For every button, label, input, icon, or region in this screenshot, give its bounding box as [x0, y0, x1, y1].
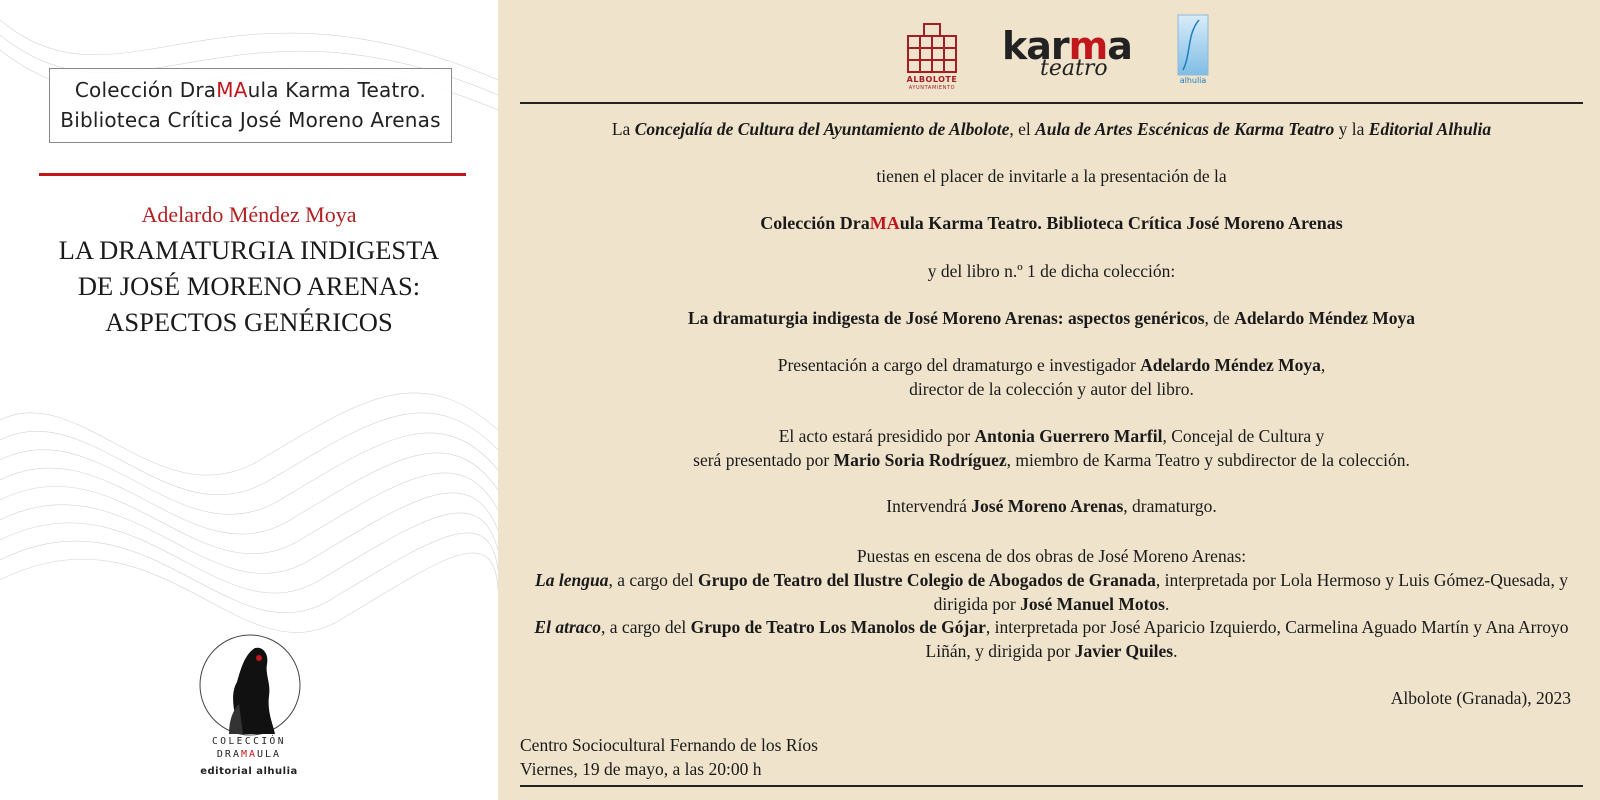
plays-heading: Puestas en escena de dos obras de José Moreno Arenas:	[856, 546, 1247, 566]
dramaula-logo-icon	[199, 634, 301, 736]
dramaula-logo-text	[0, 735, 498, 780]
cover-divider	[39, 173, 466, 176]
albolote-name: ALBOLOTE	[906, 75, 958, 84]
alhulia-name: alhulia	[1179, 76, 1207, 85]
organizers-line: La Concejalía de Cultura del Ayuntamiento de Albolote, el Aula de Artes Escénicas de Karma Teatro y la Editorial Alhulia	[611, 119, 1492, 139]
karma-word: karma	[1002, 24, 1132, 68]
venue-name: Centro Sociocultural Fernando de los Ríos	[520, 735, 818, 755]
book-cover	[0, 0, 498, 800]
collection-name: Colección DraMAula Karma Teatro. Biblioteca Crítica José Moreno Arenas	[760, 213, 1343, 233]
cover-title-line-2: DE JOSÉ MORENO ARENAS:	[77, 271, 421, 301]
series-line-1: Colección DraMAula Karma Teatro.	[74, 78, 427, 102]
place-date: Albolote (Granada), 2023	[1390, 688, 1571, 708]
bottom-divider	[520, 785, 1583, 787]
alhulia-logo	[1177, 14, 1209, 90]
event-datetime: Viernes, 19 de mayo, a las 20:00 h	[520, 758, 762, 779]
logo-line-1: COLECCIÓN	[212, 736, 286, 747]
book-intro-line: y del libro n.º 1 de dicha colección:	[927, 261, 1176, 281]
cover-title-line-3: ASPECTOS GENÉRICOS	[105, 307, 393, 337]
logo-line-2: DRAMAULA	[216, 749, 282, 760]
top-divider	[520, 102, 1583, 104]
speaker-line: Intervendrá José Moreno Arenas, dramaturgo.	[886, 496, 1217, 516]
series-line-2: Biblioteca Crítica José Moreno Arenas	[60, 108, 441, 132]
cover-author: Adelardo Méndez Moya	[141, 202, 357, 227]
invitation-line: tienen el placer de invitarle a la presentación de la	[876, 166, 1227, 186]
town-hall-icon	[900, 20, 964, 76]
sponsor-logos	[900, 12, 1207, 92]
book-title-line: La dramaturgia indigesta de José Moreno Arenas: aspectos genéricos, de Adelardo Méndez Moya	[687, 308, 1415, 328]
cover-title-line-1: LA DRAMATURGIA INDIGESTA	[58, 235, 440, 265]
albolote-logo	[900, 20, 964, 90]
play-1-paragraph: La lengua, a cargo del Grupo de Teatro del Ilustre Colegio de Abogados de Granada, interpretada por Lola Hermoso y Luis Gómez-Quesada, y dirigida por José Manuel Motos.	[535, 570, 1568, 614]
alhulia-book-icon	[1177, 14, 1209, 76]
chair-paragraph: El acto estará presidido por Antonia Guerrero Marfil, Concejal de Cultura y será presentado por Mario Soria Rodríguez, miembro de Karma Teatro y subdirector de la colección.	[693, 426, 1410, 470]
publisher-name: editorial alhulia	[200, 766, 298, 777]
presenter-paragraph: Presentación a cargo del dramaturgo e investigador Adelardo Méndez Moya, director de la colección y autor del libro.	[777, 355, 1326, 399]
albolote-subtitle: AYUNTAMIENTO	[908, 85, 956, 91]
karma-subtitle: teatro	[1040, 56, 1108, 81]
karma-teatro-logo	[1002, 26, 1142, 90]
venue-block	[520, 734, 818, 781]
series-title-box	[49, 68, 452, 143]
play-2-paragraph: El atraco, a cargo del Grupo de Teatro Los Manolos de Gójar, interpretada por José Aparicio Izquierdo, Carmelina Aguado Martín y Ana Arroyo Liñán, y dirigida por Javier Quiles.	[534, 617, 1569, 661]
cover-title	[0, 232, 498, 340]
